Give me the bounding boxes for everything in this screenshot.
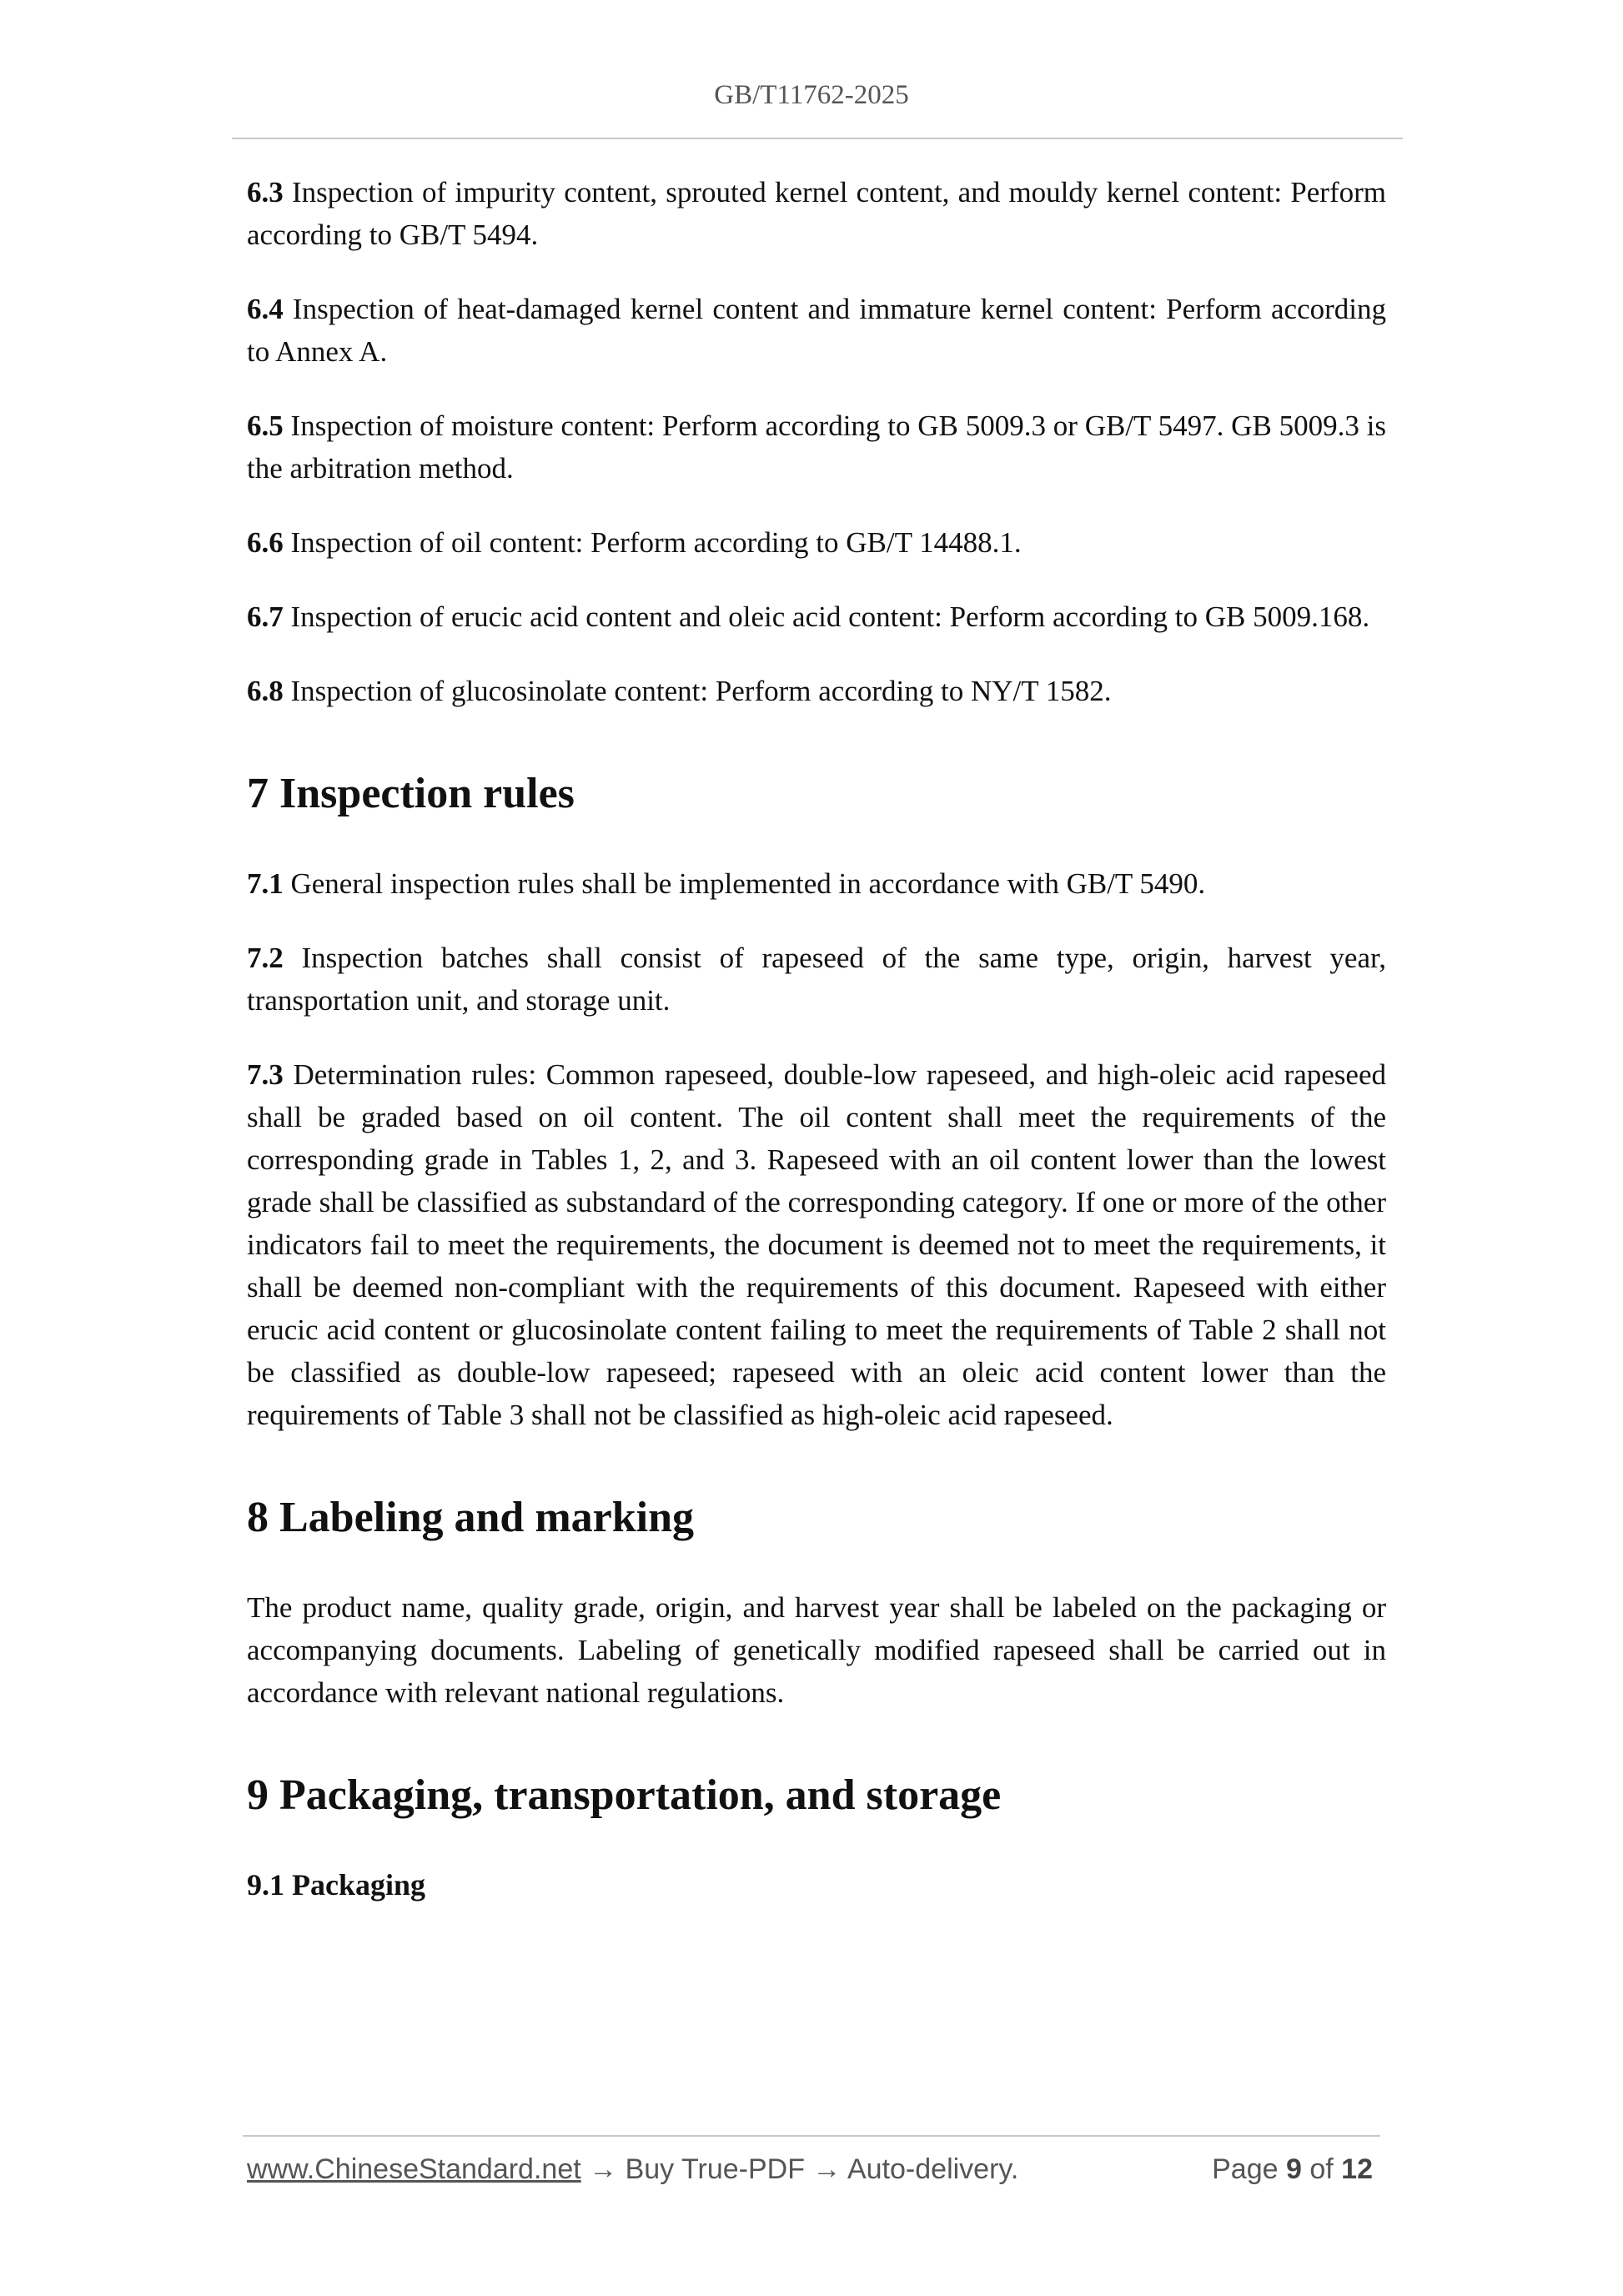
- clause-7-1: [247, 862, 1386, 905]
- section-heading-8: 8 Labeling and marking: [247, 1494, 695, 1541]
- section-heading-7: 7 Inspection rules: [247, 770, 575, 817]
- clause-number: 6.7: [247, 600, 284, 633]
- page-counter: [1212, 2153, 1373, 2186]
- subsection-heading-9-1: 9.1 Packaging: [247, 1868, 426, 1902]
- header-divider: [232, 138, 1403, 139]
- promo-text: → Buy True-PDF → Auto-delivery.: [580, 2153, 1019, 2185]
- clause-text: Determination rules: Common rapeseed, double-low rapeseed, and high-oleic acid rapeseed shall be graded based on oil content. The oil content shall meet the requirements of the corresponding grade in Tables 1, 2, and 3. Rapeseed with an oil content lower than the lowest grade shall be classified as substandard of the corresponding category. If one or more of the other indicators fail to meet the requirements, the document is deemed not to meet the requirements, it shall be deemed non-compliant with the requirements of this document. Rapeseed with either erucic acid content or glucosinolate content failing to meet the requirements of Table 2 shall not be classified as double-low rapeseed; rapeseed with an oleic acid content lower than the requirements of Table 3 shall not be classified as high-oleic acid rapeseed.: [247, 1058, 1386, 1431]
- page-word: Page: [1212, 2153, 1279, 2185]
- clause-number: 6.4: [247, 293, 284, 325]
- page-footer: [247, 2153, 1378, 2195]
- of-word: of: [1309, 2153, 1334, 2185]
- clause-6-6: [247, 521, 1386, 564]
- clause-text: Inspection of erucic acid content and oleic acid content: Perform according to GB 5009.168.: [283, 600, 1370, 633]
- clause-6-5: [247, 404, 1386, 490]
- page-number: 9: [1285, 2153, 1302, 2185]
- page-body: [247, 171, 1386, 1907]
- footer-divider: [243, 2135, 1380, 2137]
- clause-number: 6.8: [247, 675, 284, 707]
- page-total: 12: [1341, 2153, 1373, 2185]
- section-heading-9: 9 Packaging, transportation, and storage: [247, 1771, 1002, 1819]
- clause-text: Inspection batches shall consist of rapeseed of the same type, origin, harvest year, transportation unit, and storage unit.: [247, 942, 1386, 1017]
- clause-6-8: [247, 670, 1386, 712]
- clause-6-4: [247, 288, 1386, 373]
- running-header: GB/T11762-2025: [714, 80, 909, 110]
- clause-7-3: [247, 1053, 1386, 1436]
- clause-number: 7.3: [247, 1058, 284, 1091]
- clause-text: Inspection of oil content: Perform according to GB/T 14488.1.: [283, 526, 1022, 559]
- footer-promo: [247, 2153, 1018, 2186]
- clause-text: General inspection rules shall be implemented in accordance with GB/T 5490.: [283, 867, 1206, 900]
- clause-6-3: [247, 171, 1386, 256]
- clause-text: Inspection of heat-damaged kernel content and immature kernel content: Perform according to Annex A.: [247, 293, 1386, 368]
- clause-6-7: [247, 595, 1386, 638]
- clause-7-2: [247, 937, 1386, 1022]
- clause-text: Inspection of glucosinolate content: Perform according to NY/T 1582.: [283, 675, 1112, 707]
- clause-text: Inspection of moisture content: Perform according to GB 5009.3 or GB/T 5497. GB 5009.3 is the arbitration method.: [247, 409, 1386, 485]
- clause-number: 7.1: [247, 867, 284, 900]
- site-link[interactable]: www.ChineseStandard.net: [247, 2153, 581, 2185]
- clause-number: 7.2: [247, 942, 284, 974]
- clause-text: Inspection of impurity content, sprouted kernel content, and mouldy kernel content: Perform according to GB/T 5494.: [247, 176, 1386, 251]
- clause-number: 6.6: [247, 526, 284, 559]
- labeling-paragraph: The product name, quality grade, origin, and harvest year shall be labeled on the packaging or accompanying documents. Labeling of genetically modified rapeseed shall be carried out in accordance with relevant national regulations.: [247, 1591, 1386, 1709]
- clause-number: 6.3: [247, 176, 284, 208]
- clause-number: 6.5: [247, 409, 284, 442]
